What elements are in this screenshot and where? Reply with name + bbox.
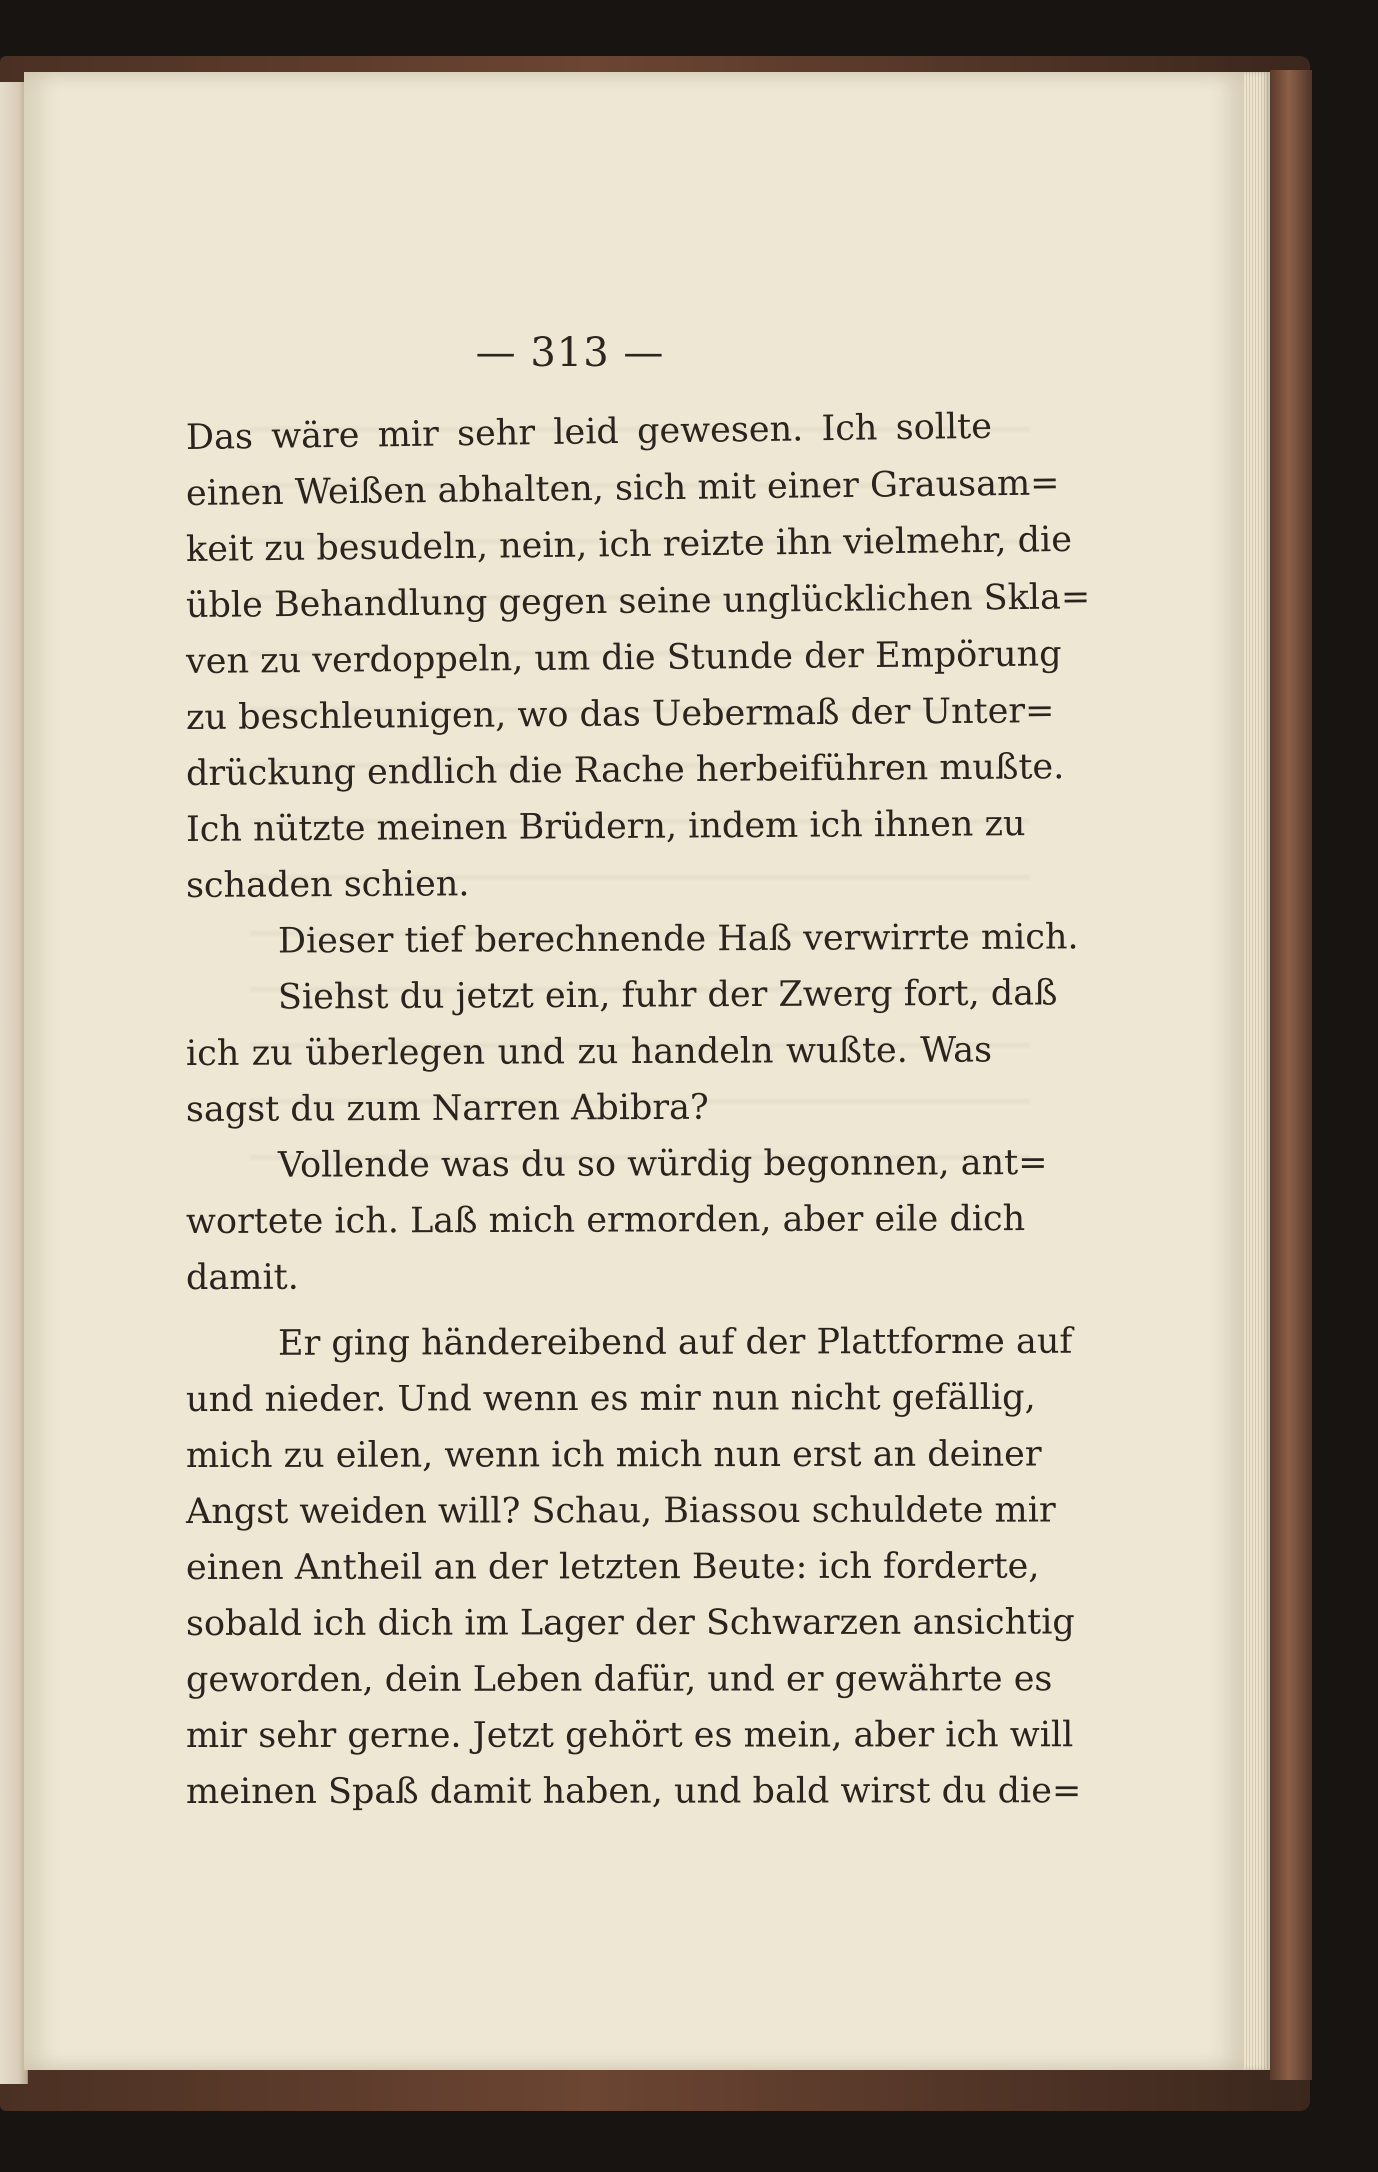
text-line: einen Antheil an der letzten Beute: ich forderte, bbox=[185, 1546, 1040, 1588]
text-line: sobald ich dich im Lager der Schwarzen ansichtig bbox=[185, 1602, 1075, 1644]
page-text bbox=[185, 406, 1091, 1820]
text-line: üble Behandlung gegen seine unglücklichen Skla= bbox=[185, 577, 1091, 626]
text-line: Ich nützte meinen Brüdern, indem ich ihnen zu bbox=[185, 804, 1026, 850]
text-line: einen Weißen abhalten, sich mit einer Grausam= bbox=[185, 463, 1060, 514]
text-line: zu beschleunigen, wo das Uebermaß der Unter= bbox=[185, 691, 1055, 738]
text-line: mich zu eilen, wenn ich mich nun erst an deiner bbox=[185, 1434, 1042, 1476]
text-line: Er ging händereibend auf der Plattforme auf bbox=[277, 1321, 1073, 1364]
text-line: Angst weiden will? Schau, Biassou schuldete mir bbox=[185, 1490, 1056, 1532]
text-line: drückung endlich die Rache herbeiführen mußte. bbox=[185, 747, 1065, 794]
text-line: keit zu besudeln, nein, ich reizte ihn vielmehr, die bbox=[185, 519, 1073, 570]
text-line: Vollende was du so würdig begonnen, ant= bbox=[277, 1142, 1048, 1186]
text-line: meinen Spaß damit haben, und bald wirst du die= bbox=[185, 1771, 1082, 1812]
text-line: sagst du zum Narren Abibra? bbox=[185, 1087, 709, 1130]
text-line: ich zu überlegen und zu handeln wußte. Was bbox=[185, 1030, 993, 1074]
page-number: — 313 — bbox=[475, 330, 665, 376]
book-spine bbox=[1270, 70, 1312, 2080]
text-line: und nieder. Und wenn es mir nun nicht gefällig, bbox=[185, 1377, 1036, 1420]
text-line: damit. bbox=[185, 1257, 299, 1298]
page-stack-edge bbox=[1244, 72, 1270, 2070]
text-line: Dieser tief berechnende Haß verwirrte mich. bbox=[277, 917, 1079, 962]
text-line: wortete ich. Laß mich ermorden, aber eile dich bbox=[185, 1199, 1026, 1242]
text-line: schaden schien. bbox=[185, 864, 470, 906]
text-line: ven zu verdoppeln, um die Stunde der Empörung bbox=[185, 634, 1062, 682]
text-line: mir sehr gerne. Jetzt gehört es mein, aber ich will bbox=[185, 1715, 1074, 1756]
text-line: geworden, dein Leben dafür, und er gewährte es bbox=[185, 1659, 1053, 1700]
text-line: Das wäre mir sehr leid gewesen. Ich sollte bbox=[185, 406, 993, 458]
text-line: Siehst du jetzt ein, fuhr der Zwerg fort, daß bbox=[277, 973, 1058, 1018]
